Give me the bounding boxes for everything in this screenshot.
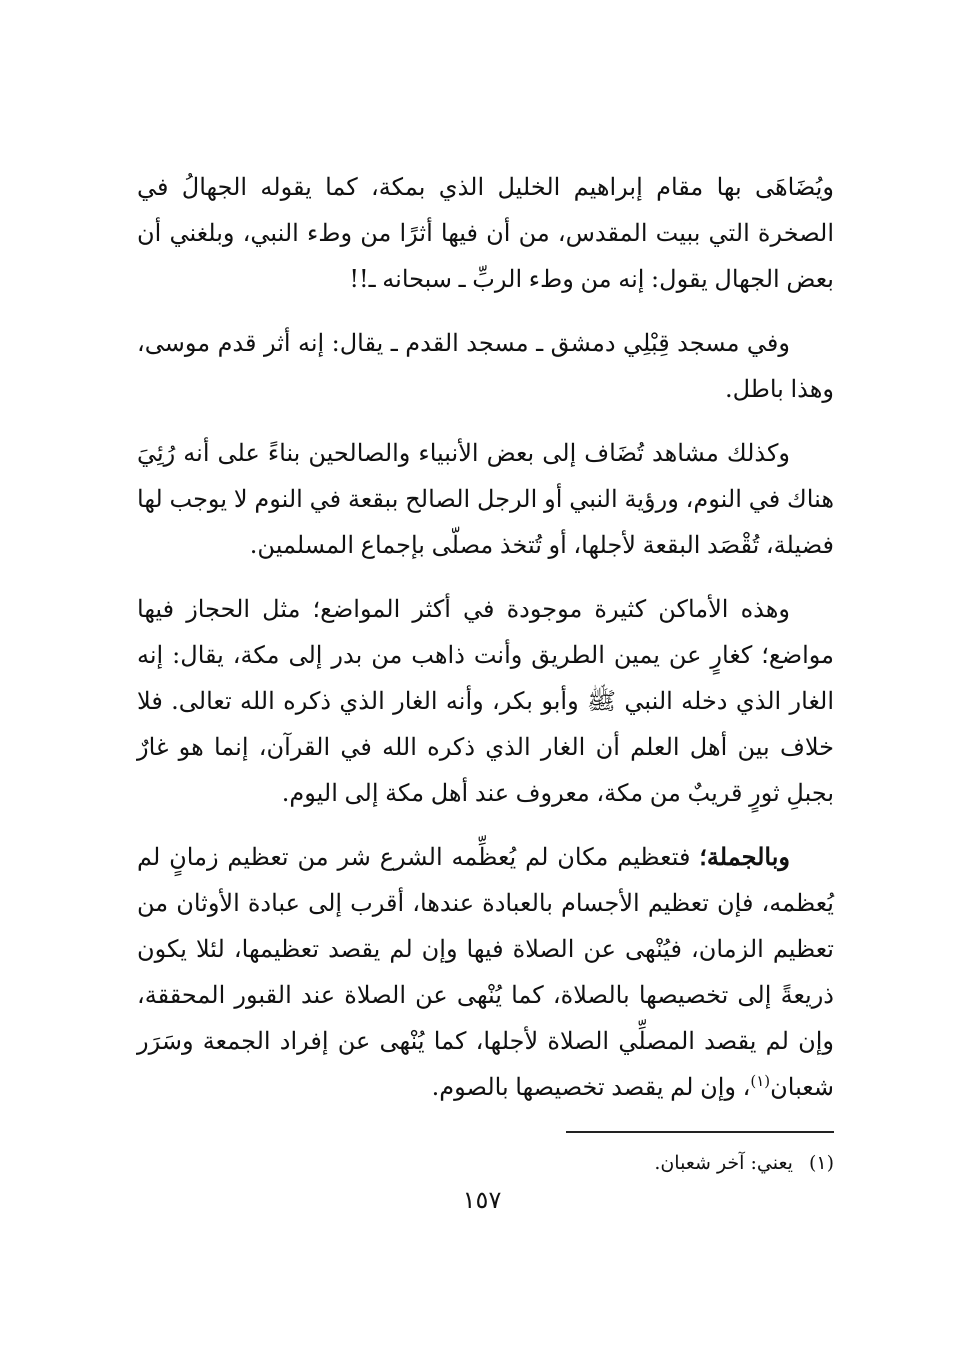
paragraph-5-text: فتعظيم مكان لم يُعظِّمه الشرع شر من تعظيم زمانٍ لم يُعظمه، فإن تعظيم الأجسام بالعبادة عندها، أقرب إلى عبادة الأوثان من تعظيم الزمان، فيُنْهى عن الصلاة فيها وإن لم يقصد تعظيمها، لئلا يكون ذريعةً إلى تخصيصها بالصلاة، كما يُنْهى عن الصلاة عند القبور المحققة، وإن لم يقصد المصلِّي الصلاة لأجلها، كما يُنْهى عن إفراد الجمعة وسَرَر شعبان <box>137 843 834 1101</box>
paragraph-5-ending: ، وإن لم يقصد تخصيصها بالصوم. <box>431 1073 751 1101</box>
footnote-text: يعني: آخر شعبان. <box>654 1152 793 1174</box>
footnote-reference[interactable]: (١) <box>750 1072 771 1090</box>
main-text <box>137 164 834 1128</box>
paragraph-1: ويُضَاهَى بها مقام إبراهيم الخليل الذي بمكة، كما يقوله الجهالُ في الصخرة التي ببيت المقدس، من أن فيها أثرًا من وطء النبي، وبلغني أن بعض الجهال يقول: إنه من وطء الربِّ ـ سبحانه ـ!! <box>137 173 834 293</box>
footnote-number: (١) <box>808 1152 834 1174</box>
page-number: ١٥٧ <box>462 1186 502 1214</box>
footnote-divider <box>566 1131 834 1133</box>
footnote <box>137 1148 834 1178</box>
paragraph-2: وفي مسجد قِبْلِي دمشق ـ مسجد القدم ـ يقال: إنه أثر قدم موسى، وهذا باطل. <box>137 329 834 403</box>
paragraph-4: وهذه الأماكن كثيرة موجودة في أكثر المواضع؛ مثل الحجاز فيها مواضع؛ كغارٍ عن يمين الطريق وأنت ذاهب من بدر إلى مكة، يقال: إنه الغار الذي دخله النبي ﷺ وأبو بكر، وأنه الغار الذي ذكره الله تعالى. فلا خلاف بين أهل العلم أن الغار الذي ذكره الله في القرآن، إنما هو غارٌ بجبلِ ثورٍ قريبٌ من مكة، معروف عند أهل مكة إلى اليوم. <box>137 595 834 807</box>
paragraph-3: وكذلك مشاهد تُضَاف إلى بعض الأنبياء والصالحين بناءً على أنه رُئِيَ هناك في النوم، ورؤية النبي أو الرجل الصالح ببقعة في النوم لا يوجب لها فضيلة، تُقْصَد البقعة لأجلها، أو تُتخذ مصلّى بإجماع المسلمين. <box>137 439 834 559</box>
paragraph-lead-word: وبالجملة؛ <box>699 842 790 871</box>
paragraph-5 <box>137 834 834 1110</box>
